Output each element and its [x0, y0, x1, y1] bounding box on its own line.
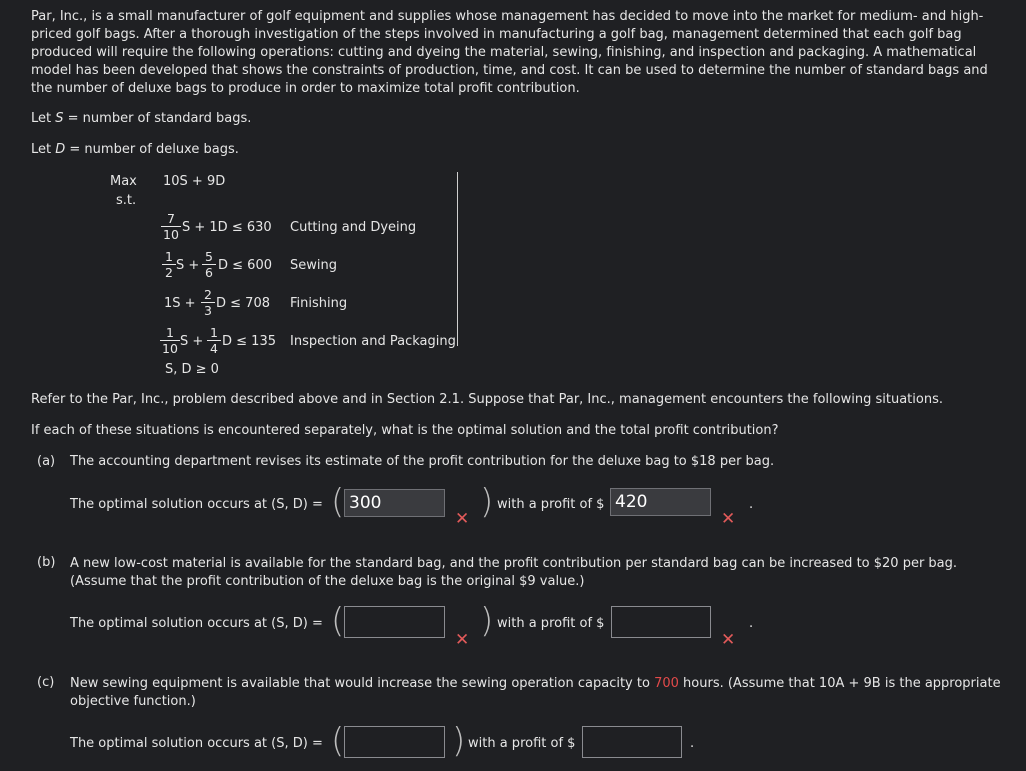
- constraint-inspection-rhs: D ≤ 135: [222, 334, 276, 349]
- constraint-finishing-label: Finishing: [290, 296, 348, 311]
- part-b-label: (b): [37, 555, 56, 570]
- max-label: Max: [110, 174, 137, 189]
- part-b-text: A new low-cost material is available for the standard bag, and the profit contribution per standard bag can be increased to $20 per bag. (Assume that the profit contribution of the deluxe bag is the original $9 value.): [70, 556, 958, 589]
- incorrect-x-icon: ✕: [455, 630, 470, 650]
- part-a-profit-prefix: with a profit of $: [497, 497, 605, 512]
- right-paren: ): [480, 482, 494, 522]
- constraint-finishing-s-term: 1S +: [164, 296, 196, 311]
- part-b-profit-prefix: with a profit of $: [497, 616, 605, 631]
- constraint-sewing-rhs: D ≤ 600: [218, 258, 272, 273]
- constraint-inspection-label: Inspection and Packaging: [290, 334, 456, 349]
- incorrect-x-icon: ✕: [721, 630, 736, 650]
- constraint-cutting-label: Cutting and Dyeing: [290, 220, 417, 235]
- let-d-definition: Let D = number of deluxe bags.: [31, 142, 239, 157]
- right-paren: ): [480, 601, 494, 641]
- constraint-cutting-expression: S + 1D ≤ 630: [182, 220, 272, 235]
- right-paren: ): [452, 721, 466, 761]
- fraction-1-4: 1 4: [207, 326, 221, 355]
- part-b-profit-input[interactable]: [611, 606, 711, 638]
- st-label: s.t.: [116, 193, 137, 208]
- part-a-sd-input[interactable]: 300: [344, 489, 445, 517]
- constraint-sewing-label: Sewing: [290, 258, 337, 273]
- part-b-sd-input[interactable]: [344, 606, 445, 638]
- part-a-text: The accounting department revises its estimate of the profit contribution for the deluxe bag to $18 per bag.: [70, 454, 775, 469]
- left-paren: (: [331, 482, 345, 522]
- nonnegativity-constraint: S, D ≥ 0: [165, 362, 219, 377]
- fraction-1-10: 1 10: [160, 326, 180, 355]
- sewing-capacity-highlight: 700: [654, 676, 679, 691]
- part-c-sd-input[interactable]: [344, 726, 445, 758]
- constraint-finishing-rhs: D ≤ 708: [216, 296, 270, 311]
- fraction-1-2: 1 2: [162, 250, 176, 279]
- model-divider-line: [457, 172, 458, 346]
- part-b-period: .: [749, 616, 754, 631]
- fraction-5-6: 5 6: [202, 250, 216, 279]
- part-a-profit-input[interactable]: 420: [610, 488, 711, 516]
- fraction-7-10: 7 10: [161, 212, 181, 241]
- fraction-2-3: 2 3: [201, 288, 215, 317]
- left-paren: (: [331, 601, 345, 641]
- incorrect-x-icon: ✕: [455, 509, 470, 529]
- part-c-text: New sewing equipment is available that would increase the sewing operation capacity to 700 hours. (Assume that 10A + 9B is the appropriate objective function.): [70, 676, 1001, 709]
- left-paren: (: [331, 721, 345, 761]
- problem-intro: Par, Inc., is a small manufacturer of golf equipment and supplies whose management has decided to move into the market for medium- and high-priced golf bags. After a thorough investigation of the steps involved in manufacturing a golf bag, management determined that each golf bag produced will require the following operations: cutting and dyeing the material, sewing, finishing, and inspection and packaging. A mathematical model has been developed that shows the constraints of production, time, and cost. It can be used to determine the number of standard bags and the number of deluxe bags to produce in order to maximize total profit contribution.: [31, 9, 988, 96]
- constraint-inspection-s-term: S +: [180, 334, 204, 349]
- part-c-label: (c): [37, 675, 55, 690]
- part-c-profit-input[interactable]: [582, 726, 682, 758]
- part-a-label: (a): [37, 454, 56, 469]
- objective-function: 10S + 9D: [163, 174, 226, 189]
- part-a-period: .: [749, 497, 754, 512]
- part-a-answer-prefix: The optimal solution occurs at (S, D) =: [70, 497, 323, 512]
- question-text: If each of these situations is encountered separately, what is the optimal solution and the total profit contribution?: [31, 423, 779, 438]
- part-c-profit-prefix: with a profit of $: [468, 736, 576, 751]
- incorrect-x-icon: ✕: [721, 509, 736, 529]
- refer-text: Refer to the Par, Inc., problem described above and in Section 2.1. Suppose that Par, Inc., management encounters the following situations.: [31, 392, 943, 407]
- part-c-answer-prefix: The optimal solution occurs at (S, D) =: [70, 736, 323, 751]
- let-s-definition: Let S = number of standard bags.: [31, 111, 252, 126]
- part-b-answer-prefix: The optimal solution occurs at (S, D) =: [70, 616, 323, 631]
- constraint-sewing-s-term: S +: [176, 258, 200, 273]
- part-c-period: .: [690, 736, 695, 751]
